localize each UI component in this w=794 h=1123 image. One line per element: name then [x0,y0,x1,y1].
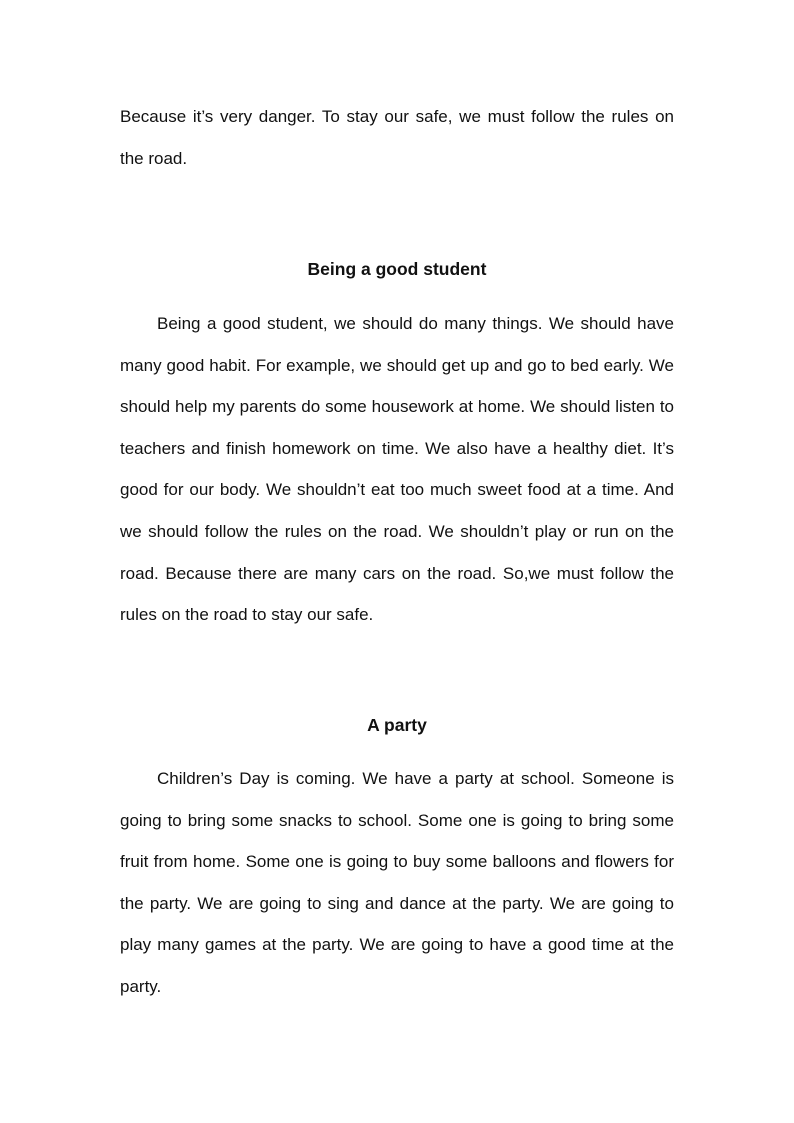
intro-paragraph: Because it’s very danger. To stay our safe, we must follow the rules on the road. [120,107,674,168]
section-title-good-student: Being a good student [307,259,487,279]
section-body-party: Children’s Day is coming. We have a party at school. Someone is going to bring some snacks to school. Some one is going to bring some fruit from home. Some one is going to buy some balloons and flowers for the party. We are going to sing and dance at the party. We are going to play many games at the party. We are going to have a good time at the party. [120,769,674,996]
section-body-good-student: Being a good student, we should do many things. We should have many good habit. For example, we should get up and go to bed early. We should help my parents do some housework at home. We should listen to teachers and finish homework on time. We also have a healthy diet. It’s good for our body. We shouldn’t eat too much sweet food at a time. And we should follow the rules on the road. We shouldn’t play or run on the road. Because there are many cars on the road. So,we must follow the rules on the road to stay our safe. [120,314,674,625]
section-title-party: A party [367,715,427,735]
